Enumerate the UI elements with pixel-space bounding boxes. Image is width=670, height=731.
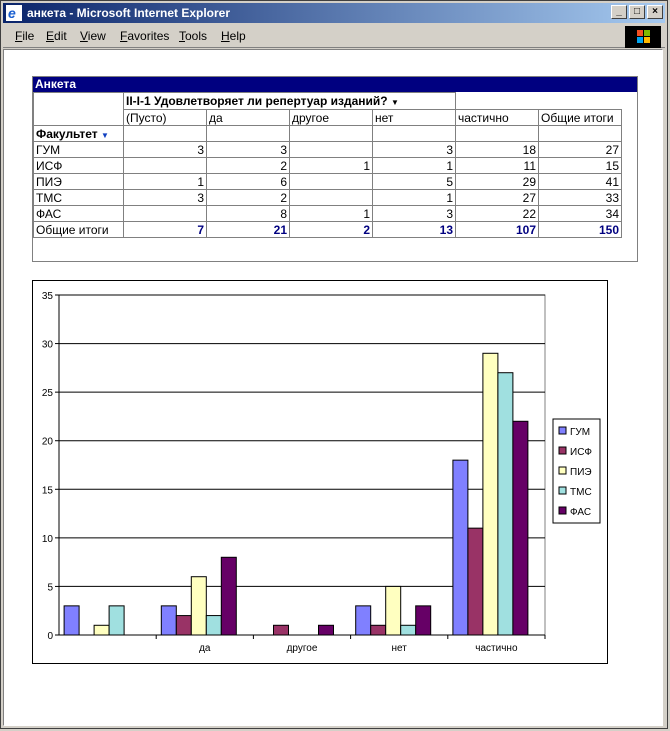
bar [176,616,191,635]
pivot-header: Анкета [33,77,637,92]
x-tick-label: да [199,643,211,654]
total-row-label: Общие итоги [34,222,124,238]
legend-label: ТМС [570,487,592,498]
bar [401,625,416,635]
legend-label: ГУМ [570,427,591,438]
x-tick-label: другое [286,643,318,654]
windows-logo-icon [625,26,661,48]
total-cell: 21 [207,222,290,238]
menu-bar [3,25,665,48]
bar [386,586,401,635]
row-field-dropdown[interactable]: Факультет ▼ [34,126,124,142]
title-bar [3,3,665,23]
x-tick-label: нет [391,643,407,654]
legend-swatch [559,467,566,474]
bar [221,557,236,635]
pivot-table [33,92,622,238]
internet-explorer-icon [6,5,22,21]
window-title: анкета - Microsoft Internet Explorer [27,6,231,20]
table-cell: 1 [373,158,456,174]
table-cell: 34 [539,206,622,222]
page-content [3,49,663,726]
bar [513,421,528,635]
table-cell: 3 [373,206,456,222]
y-tick-label: 35 [41,291,53,302]
y-tick-label: 20 [41,436,53,448]
column-header: Общие итоги [539,110,622,126]
table-cell: 8 [207,206,290,222]
svg-text:e: e [8,5,16,21]
table-cell [290,142,373,158]
row-label: ГУМ [34,142,124,158]
y-tick-label: 15 [41,485,53,497]
table-cell: 41 [539,174,622,190]
table-row [34,142,622,158]
legend-swatch [559,507,566,514]
table-cell: 27 [539,142,622,158]
row-label: ФАС [34,206,124,222]
table-cell: 27 [456,190,539,206]
bar [109,606,124,635]
maximize-button[interactable]: □ [629,5,645,19]
menu-tools[interactable]: Tools [179,29,208,43]
bar [191,577,206,635]
x-tick-label: частично [475,643,518,654]
bar [94,625,109,635]
dropdown-arrow-icon: ▼ [390,98,399,107]
bar [274,625,289,635]
menu-view[interactable]: View [80,29,106,43]
table-cell: 1 [290,206,373,222]
legend-label: ФАС [570,507,592,518]
table-cell: 3 [207,142,290,158]
bar [161,606,176,635]
column-header: другое [290,110,373,126]
table-row [34,174,622,190]
table-cell: 22 [456,206,539,222]
legend-swatch [559,487,566,494]
y-tick-label: 30 [41,339,53,351]
table-cell: 6 [207,174,290,190]
menu-edit[interactable]: Edit [46,29,67,43]
table-cell: 15 [539,158,622,174]
menu-file[interactable]: File [15,29,35,43]
total-cell: 150 [539,222,622,238]
column-header: нет [373,110,456,126]
column-header: (Пусто) [124,110,207,126]
table-cell: 18 [456,142,539,158]
dropdown-arrow-icon: ▼ [101,130,109,140]
bar [319,625,334,635]
menu-favorites[interactable]: Favorites [120,29,170,43]
row-label: ИСФ [34,158,124,174]
table-cell: 3 [373,142,456,158]
bar [483,353,498,635]
total-cell: 13 [373,222,456,238]
total-cell: 2 [290,222,373,238]
close-button[interactable]: × [647,5,663,19]
column-header: да [207,110,290,126]
bar [416,606,431,635]
corner-cell [34,93,124,110]
table-cell: 2 [207,190,290,206]
minimize-button[interactable]: _ [611,5,627,19]
table-cell [124,158,207,174]
table-cell: 3 [124,142,207,158]
bar [64,606,79,635]
table-cell: 5 [373,174,456,190]
legend-swatch [559,427,566,434]
pivot-table-frame [32,76,638,262]
table-row [34,158,622,174]
y-tick-label: 0 [47,631,53,642]
table-cell: 33 [539,190,622,206]
table-cell [124,206,207,222]
row-label: ПИЭ [34,174,124,190]
bar [453,460,468,635]
chart-svg [33,281,607,663]
total-cell: 7 [124,222,207,238]
table-cell: 3 [124,190,207,206]
bar [498,373,513,635]
table-cell: 29 [456,174,539,190]
table-cell: 11 [456,158,539,174]
y-tick-label: 10 [41,533,53,545]
table-cell: 1 [290,158,373,174]
table-row [34,190,622,206]
menu-help[interactable]: Help [221,29,246,43]
bar-chart [32,280,608,664]
y-tick-label: 25 [41,388,53,400]
bar [468,528,483,635]
legend-swatch [559,447,566,454]
column-header: частично [456,110,539,126]
table-row [34,206,622,222]
column-field-dropdown[interactable]: II-I-1 Удовлетворяет ли репертуар изданий? ▼ [124,93,456,110]
table-cell: 1 [373,190,456,206]
bar [371,625,386,635]
table-cell [290,174,373,190]
table-cell: 1 [124,174,207,190]
legend-label: ПИЭ [570,467,592,478]
table-cell: 2 [207,158,290,174]
row-label: ТМС [34,190,124,206]
y-tick-label: 5 [47,582,53,594]
legend-label: ИСФ [570,447,593,458]
bar [206,616,221,635]
bar [356,606,371,635]
table-cell [290,190,373,206]
total-cell: 107 [456,222,539,238]
